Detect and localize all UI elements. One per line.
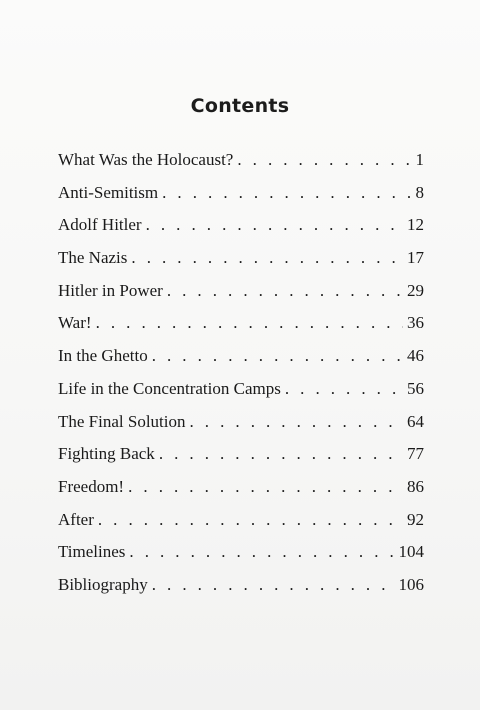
toc-entry — [58, 150, 424, 183]
toc-page-number: 92 — [407, 509, 424, 529]
toc-entry-title: Adolf Hitler — [58, 215, 142, 235]
toc-page-number: 77 — [407, 444, 424, 464]
toc-page-number: 56 — [407, 378, 424, 398]
toc-entry — [58, 575, 424, 608]
dot-leader — [159, 444, 403, 464]
toc-entry-title: Fighting Back — [58, 444, 155, 464]
toc-page-number: 46 — [407, 346, 424, 366]
toc-entry — [58, 412, 424, 445]
toc-page-number: 104 — [398, 542, 424, 562]
toc-page-number: 106 — [398, 574, 424, 594]
toc-entry-title: Anti-Semitism — [58, 182, 159, 202]
toc-entry — [58, 510, 424, 543]
toc-entry-title: Timelines — [58, 542, 126, 562]
dot-leader — [237, 150, 411, 170]
toc-page-number: 17 — [407, 248, 424, 268]
toc-page-number: 86 — [407, 476, 424, 496]
toc-page-number: 29 — [407, 280, 424, 300]
toc-entry — [58, 313, 424, 346]
toc-entry-title: Hitler in Power — [58, 280, 163, 300]
toc-entry-title: War! — [58, 313, 92, 333]
dot-leader — [98, 510, 403, 530]
dot-leader — [146, 215, 403, 235]
toc-entry — [58, 444, 424, 477]
dot-leader — [162, 183, 411, 203]
toc-entry — [58, 183, 424, 216]
dot-leader — [128, 477, 403, 497]
toc-entry — [58, 281, 424, 314]
toc-entry — [58, 379, 424, 412]
page-title: Contents — [190, 95, 290, 117]
dot-leader — [152, 575, 395, 595]
dot-leader — [152, 346, 403, 366]
dot-leader — [167, 281, 403, 301]
toc-entry-title: Bibliography — [58, 574, 148, 594]
table-of-contents — [58, 150, 424, 608]
toc-entry-title: In the Ghetto — [58, 346, 148, 366]
toc-entry-title: The Nazis — [58, 248, 128, 268]
toc-page-number: 12 — [407, 215, 424, 235]
toc-page-number: 64 — [407, 411, 424, 431]
dot-leader — [129, 542, 394, 562]
dot-leader — [285, 379, 403, 399]
dot-leader — [190, 412, 404, 432]
toc-page-number: 1 — [415, 150, 424, 169]
dot-leader — [96, 313, 403, 333]
dot-leader — [131, 248, 403, 268]
toc-entry — [58, 215, 424, 248]
toc-page-number: 36 — [407, 313, 424, 333]
toc-page-number: 8 — [415, 182, 424, 202]
toc-entry-title: The Final Solution — [58, 411, 186, 431]
toc-entry — [58, 346, 424, 379]
toc-entry-title: After — [58, 509, 94, 529]
toc-entry — [58, 477, 424, 510]
toc-entry — [58, 542, 424, 575]
toc-entry — [58, 248, 424, 281]
toc-entry-title: Freedom! — [58, 476, 125, 496]
toc-entry-title: What Was the Holocaust? — [58, 150, 234, 169]
toc-entry-title: Life in the Concentration Camps — [58, 378, 281, 398]
